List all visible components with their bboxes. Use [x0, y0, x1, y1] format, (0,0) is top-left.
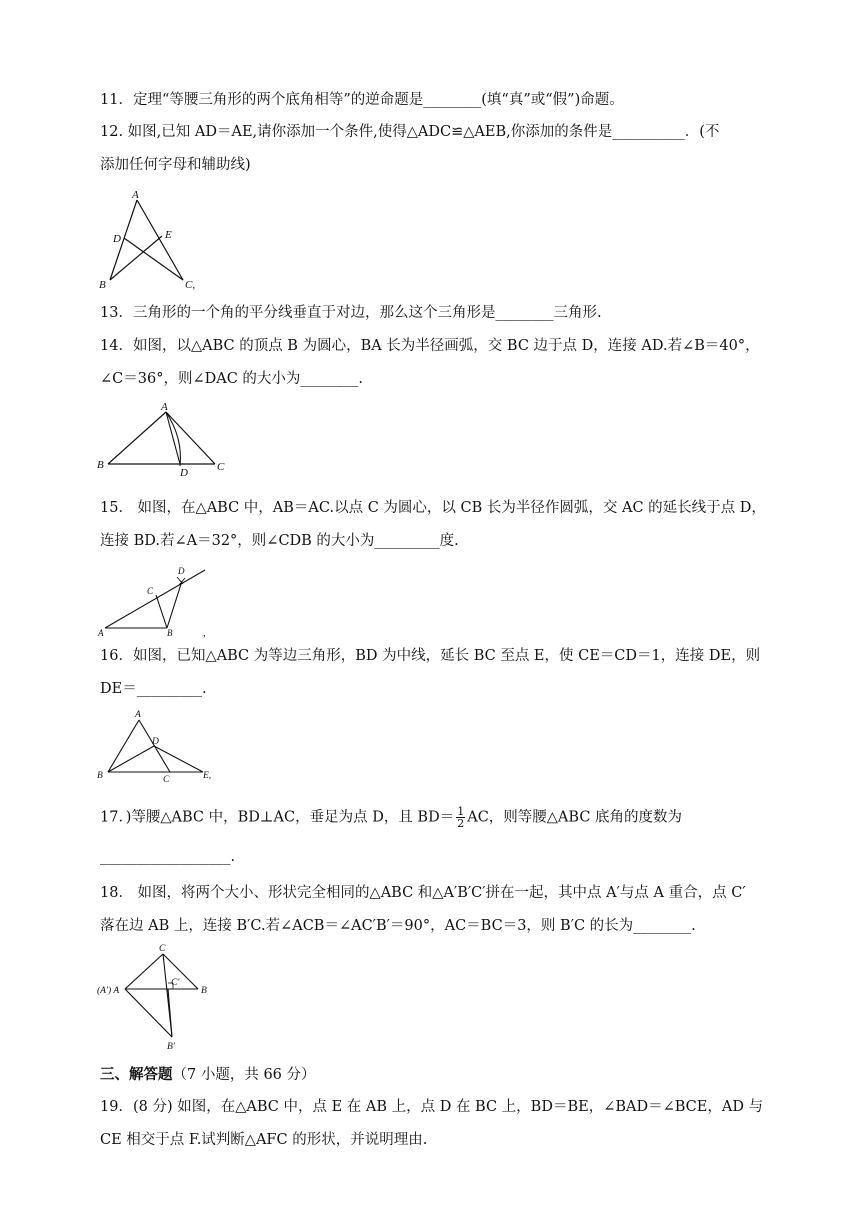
q14-side-ba: [108, 412, 166, 464]
q15-text-line1: 15． 如图，在△ABC 中，AB＝AC.以点 C 为圆心，以 CB 长为半径作圆弧，交 AC 的延长线于点 D，: [100, 500, 766, 516]
q17-fraction-denominator: 2: [457, 817, 465, 830]
q15-ray-ad: [105, 570, 205, 628]
q17-text-part2: AC，则等腰△ABC 底角的度数为: [467, 809, 683, 826]
q15-side-cb: [156, 595, 167, 628]
q18-text-line2: 落在边 AB 上，连接 B′C.若∠ACB＝∠AC′B′＝90°，AC＝BC＝3，则 B′C 的长为________.: [100, 918, 696, 934]
q18-figure: [95, 942, 225, 1052]
q18-label-c: C: [159, 944, 166, 954]
q14-label-c: C: [217, 461, 225, 473]
q12-text-line2: 添加任何字母和辅助线): [100, 157, 251, 173]
q16-label-a: A: [135, 710, 141, 720]
q18-label-a: (A′) A: [97, 986, 120, 996]
q16-text-line2: DE＝_________.: [100, 681, 207, 697]
q15-label-a: A: [98, 628, 104, 638]
q16-median-bd: [108, 746, 154, 772]
q12-side-ac: [137, 200, 183, 280]
q12-text-line1: 12. 如图,已知 AD＝AE,请你添加一个条件,使得△ADC≌△AEB,你添加的条件是__________．(不: [100, 124, 720, 140]
q19-text-line1: 19．(8 分) 如图，在△ABC 中，点 E 在 AB 上，点 D 在 BC 上，BD＝BE，∠BAD＝∠BCE，AD 与: [100, 1099, 764, 1115]
q18-side-abp: [125, 989, 172, 1037]
q16-side-ba: [108, 720, 139, 772]
q17-fraction-numerator: 1: [457, 805, 465, 818]
q18-label-bprime: B′: [167, 1042, 175, 1052]
q12-label-c: C,: [185, 279, 196, 291]
q14-label-b: B: [97, 459, 104, 471]
q18-text-line1: 18． 如图，将两个大小、形状完全相同的△ABC 和△A′B′C′拼在一起，其中点 A′与点 A 重合，点 C′: [100, 885, 746, 901]
q12-label-d: D: [113, 233, 121, 245]
q14-figure: [95, 398, 235, 480]
q18-segment-bpc: [163, 954, 172, 1037]
q15-label-c: C: [147, 586, 154, 596]
q15-label-b: B: [167, 628, 173, 638]
section-3-header: [100, 1065, 316, 1085]
section-3-note: （7 小题，共 66 分）: [172, 1067, 316, 1083]
q18-side-ac: [125, 954, 163, 989]
q16-segment-de: [154, 746, 203, 772]
q15-figure: [95, 560, 235, 642]
q15-suffix: ,: [203, 627, 206, 639]
q18-label-cprime: C′: [171, 978, 180, 988]
q14-text-line2: ∠C＝36°，则∠DAC 的大小为________.: [100, 371, 364, 387]
q16-label-c: C: [163, 775, 170, 785]
q17-text-line1: [100, 806, 682, 829]
q15-text-line2: 连接 BD.若∠A＝32°，则∠CDB 的大小为_________度.: [100, 533, 459, 549]
q17-text-part1: 17．)等腰△ABC 中，BD⊥AC，垂足为点 D，且 BD＝: [100, 809, 455, 826]
q17-fraction: [456, 806, 465, 829]
q17-text-line2: __________________.: [100, 849, 236, 865]
q14-label-a: A: [161, 401, 168, 413]
q16-label-b: B: [97, 771, 103, 781]
section-3-title: 三、解答题: [100, 1066, 173, 1083]
q14-label-d: D: [180, 467, 188, 479]
q19-text-line2: CE 相交于点 F.试判断△AFC 的形状，并说明理由.: [100, 1132, 428, 1148]
q12-label-a: A: [132, 189, 139, 201]
q15-label-d: D: [178, 566, 185, 576]
q16-text-line1: 16．如图，已知△ABC 为等边三角形，BD 为中线，延长 BC 至点 E，使 CE＝CD＝1，连接 DE，则: [100, 648, 761, 664]
q11-text: 11．定理“等腰三角形的两个底角相等”的逆命题是________(填“真”或“假”)命题。: [100, 92, 624, 108]
q16-label-e: E,: [203, 771, 212, 781]
q12-segment-cd: [124, 238, 183, 280]
q16-figure: [95, 706, 225, 791]
q16-label-d: D: [152, 737, 159, 747]
q14-text-line1: 14．如图，以△ABC 的顶点 B 为圆心，BA 长为半径画弧，交 BC 边于点 D，连接 AD.若∠B＝40°，: [100, 338, 760, 354]
q12-label-b: B: [99, 279, 106, 291]
q12-label-e: E: [165, 229, 172, 241]
q13-text: 13．三角形的一个角的平分线垂直于对边，那么这个三角形是________三角形.: [100, 305, 602, 321]
q18-side-cb: [163, 954, 198, 989]
q12-figure: [95, 188, 215, 293]
q18-label-b: B: [201, 986, 207, 996]
